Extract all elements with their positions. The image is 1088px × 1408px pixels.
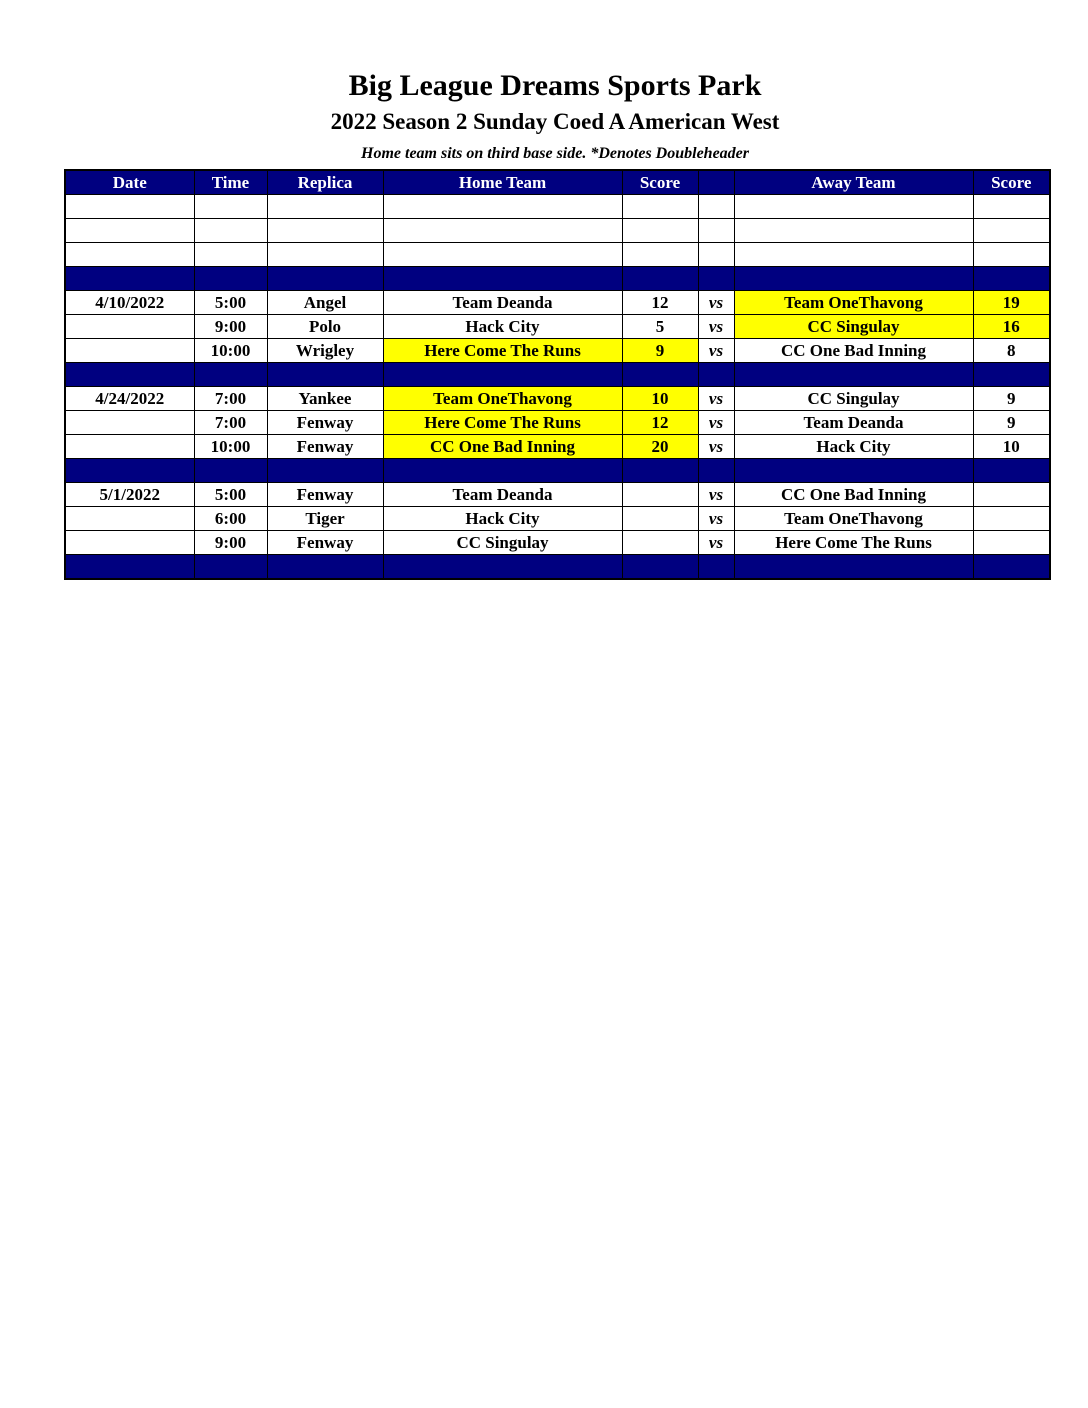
replica-cell: Tiger [267,507,383,531]
away-team-cell: Team Deanda [734,411,973,435]
empty-cell [194,219,267,243]
home-score-cell: 20 [622,435,698,459]
empty-cell [65,243,194,267]
away-team-cell: CC Singulay [734,315,973,339]
time-cell: 7:00 [194,387,267,411]
home-team-cell: Hack City [383,507,622,531]
game-row [65,531,1050,555]
empty-cell [65,555,194,580]
empty-cell [734,219,973,243]
vs-cell: vs [698,483,734,507]
home-score-cell: 5 [622,315,698,339]
column-header-away-team: Away Team [734,170,973,195]
away-team-cell: Team OneThavong [734,507,973,531]
away-score-cell [973,531,1050,555]
empty-cell [734,459,973,483]
page-subtitle: 2022 Season 2 Sunday Coed A American West [330,109,780,134]
empty-cell [622,267,698,291]
replica-cell: Wrigley [267,339,383,363]
home-team-cell: Hack City [383,315,622,339]
game-row [65,291,1050,315]
empty-cell [383,195,622,219]
away-score-cell: 9 [973,387,1050,411]
empty-cell [267,555,383,580]
date-cell [65,435,194,459]
date-cell [65,507,194,531]
empty-cell [734,363,973,387]
home-team-cell: CC Singulay [383,531,622,555]
replica-cell: Fenway [267,411,383,435]
game-row [65,387,1050,411]
blank-row [65,195,1050,219]
column-header-date: Date [65,170,194,195]
away-score-cell: 9 [973,411,1050,435]
game-row [65,411,1050,435]
empty-cell [622,459,698,483]
empty-cell [383,267,622,291]
game-row [65,315,1050,339]
empty-cell [383,243,622,267]
separator-row [65,363,1050,387]
replica-cell: Angel [267,291,383,315]
empty-cell [194,267,267,291]
empty-cell [973,363,1050,387]
empty-cell [973,267,1050,291]
column-header-home-score: Score [622,170,698,195]
home-score-cell: 12 [622,411,698,435]
empty-cell [698,195,734,219]
empty-cell [267,459,383,483]
home-score-cell: 10 [622,387,698,411]
home-team-cell: Team OneThavong [383,387,622,411]
away-team-cell: CC One Bad Inning [734,339,973,363]
home-team-cell: Here Come The Runs [383,411,622,435]
empty-cell [622,555,698,580]
vs-cell: vs [698,411,734,435]
away-score-cell: 8 [973,339,1050,363]
column-header-home-team: Home Team [383,170,622,195]
empty-cell [698,363,734,387]
home-team-cell: CC One Bad Inning [383,435,622,459]
vs-cell: vs [698,291,734,315]
away-team-cell: Here Come The Runs [734,531,973,555]
empty-cell [622,363,698,387]
time-cell: 9:00 [194,531,267,555]
replica-cell: Fenway [267,435,383,459]
empty-cell [194,555,267,580]
empty-cell [973,555,1050,580]
date-cell: 5/1/2022 [65,483,194,507]
empty-cell [973,459,1050,483]
empty-cell [734,555,973,580]
column-header-replica: Replica [267,170,383,195]
time-cell: 9:00 [194,315,267,339]
empty-cell [65,195,194,219]
time-cell: 10:00 [194,435,267,459]
empty-cell [65,219,194,243]
empty-cell [734,243,973,267]
time-cell: 10:00 [194,339,267,363]
empty-cell [65,267,194,291]
schedule-table [64,169,1051,580]
game-row [65,435,1050,459]
away-score-cell [973,507,1050,531]
schedule-note: Home team sits on third base side. *Denotes Doubleheader [361,145,749,162]
empty-cell [734,267,973,291]
replica-cell: Fenway [267,483,383,507]
vs-cell: vs [698,387,734,411]
home-team-cell: Team Deanda [383,291,622,315]
page-title: Big League Dreams Sports Park [348,69,762,102]
empty-cell [698,555,734,580]
empty-cell [383,555,622,580]
away-team-cell: Hack City [734,435,973,459]
time-cell: 5:00 [194,291,267,315]
date-cell [65,315,194,339]
empty-cell [973,243,1050,267]
home-score-cell [622,483,698,507]
away-score-cell: 16 [973,315,1050,339]
time-cell: 5:00 [194,483,267,507]
date-cell [65,411,194,435]
replica-cell: Yankee [267,387,383,411]
empty-cell [622,219,698,243]
vs-cell: vs [698,435,734,459]
column-header-time: Time [194,170,267,195]
header-row [65,170,1050,195]
empty-cell [383,363,622,387]
empty-cell [734,195,973,219]
date-cell [65,339,194,363]
away-score-cell: 10 [973,435,1050,459]
empty-cell [973,195,1050,219]
separator-row [65,267,1050,291]
empty-cell [267,243,383,267]
away-team-cell: CC Singulay [734,387,973,411]
schedule-body [65,195,1050,580]
blank-row [65,219,1050,243]
away-team-cell: Team OneThavong [734,291,973,315]
time-cell: 7:00 [194,411,267,435]
home-team-cell: Here Come The Runs [383,339,622,363]
game-row [65,339,1050,363]
date-cell [65,531,194,555]
home-team-cell: Team Deanda [383,483,622,507]
empty-cell [698,243,734,267]
empty-cell [622,243,698,267]
date-cell: 4/24/2022 [65,387,194,411]
column-header-vs [698,170,734,195]
vs-cell: vs [698,315,734,339]
away-score-cell [973,483,1050,507]
separator-row [65,555,1050,580]
empty-cell [622,195,698,219]
empty-cell [267,195,383,219]
empty-cell [383,219,622,243]
column-header-away-score: Score [973,170,1050,195]
replica-cell: Polo [267,315,383,339]
empty-cell [383,459,622,483]
away-team-cell: CC One Bad Inning [734,483,973,507]
vs-cell: vs [698,507,734,531]
empty-cell [267,219,383,243]
empty-cell [698,267,734,291]
empty-cell [194,459,267,483]
empty-cell [267,363,383,387]
vs-cell: vs [698,531,734,555]
empty-cell [698,219,734,243]
empty-cell [194,243,267,267]
game-row [65,507,1050,531]
home-score-cell: 12 [622,291,698,315]
away-score-cell: 19 [973,291,1050,315]
separator-row [65,459,1050,483]
date-cell: 4/10/2022 [65,291,194,315]
empty-cell [698,459,734,483]
replica-cell: Fenway [267,531,383,555]
empty-cell [65,459,194,483]
empty-cell [194,363,267,387]
home-score-cell: 9 [622,339,698,363]
home-score-cell [622,507,698,531]
blank-row [65,243,1050,267]
empty-cell [65,363,194,387]
time-cell: 6:00 [194,507,267,531]
vs-cell: vs [698,339,734,363]
home-score-cell [622,531,698,555]
empty-cell [267,267,383,291]
empty-cell [973,219,1050,243]
empty-cell [194,195,267,219]
game-row [65,483,1050,507]
